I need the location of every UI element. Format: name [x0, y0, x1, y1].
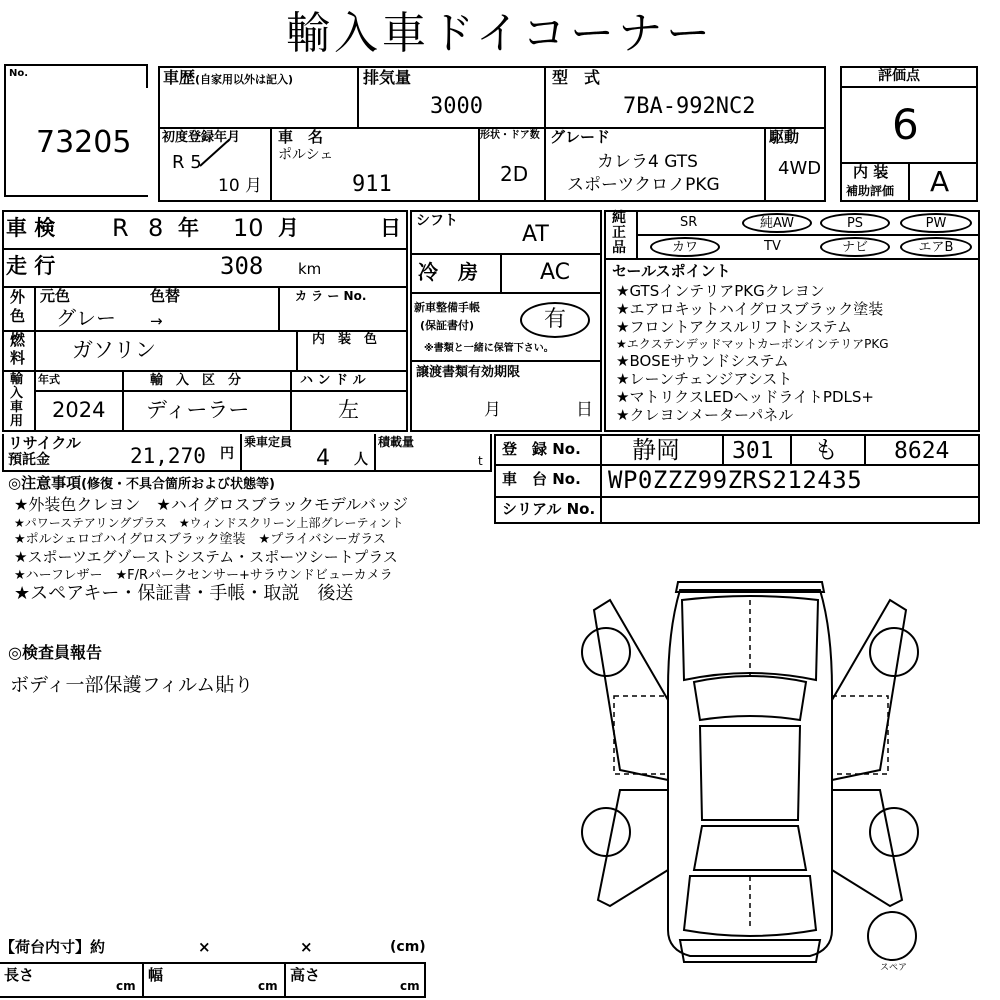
- load-label: 積載量: [378, 435, 415, 449]
- cargo-width-label: 幅: [148, 966, 164, 984]
- no-box: [4, 64, 148, 197]
- capacity-unit: 人: [354, 452, 368, 468]
- registration-kana: も: [814, 436, 838, 464]
- sales-point: ★BOSEサウンドシステム: [616, 352, 789, 370]
- cargo-unit: (cm): [390, 939, 426, 955]
- doors-value: 2D: [500, 162, 529, 186]
- car-name-value: 911: [352, 172, 392, 197]
- inspection-month-unit: 月: [278, 216, 299, 240]
- warranty-note: ※書類と一緒に保管下さい。: [424, 343, 554, 354]
- sales-point: ★クレヨンメーターパネル: [616, 406, 794, 424]
- recycle-value: 21,270: [130, 444, 206, 468]
- grade-label: グレード: [550, 128, 611, 146]
- note-item: ★ハーフレザー ★F/Rパークセンサー+サラウンドビューカメラ: [14, 568, 393, 583]
- inspection-era: R: [112, 214, 129, 242]
- no-label: No.: [9, 68, 29, 79]
- transfer-day-unit: 日: [576, 400, 593, 420]
- equipment-label-1: 純: [612, 210, 626, 226]
- rating-label: 評価点: [878, 68, 920, 84]
- handle-value: 左: [338, 398, 359, 422]
- inspector-value: ボディ一部保護フィルム貼り: [10, 674, 254, 696]
- rating-value: 6: [892, 100, 919, 149]
- drive-value: 4WD: [778, 158, 822, 179]
- import-label-2: 入: [10, 386, 24, 401]
- note-item: ★パワーステアリングプラス ★ウィンドスクリーン上部グレーティント: [14, 516, 404, 530]
- page-title: 輸入車ドイコーナー: [285, 8, 715, 59]
- registration-region: 静岡: [632, 436, 680, 464]
- fuel-label-2: 料: [10, 349, 26, 367]
- import-type-value: ディーラー: [146, 398, 250, 422]
- equip-alloy-wheel: 純AW: [742, 213, 812, 233]
- interior-label-1: 内 装: [853, 163, 889, 181]
- spare-label: スペア: [880, 963, 908, 973]
- cargo-width-cm: cm: [258, 979, 278, 993]
- model-label: 型 式: [552, 68, 601, 87]
- warranty-value: 有: [520, 302, 590, 338]
- warranty-label-2: (保証書付): [420, 319, 475, 332]
- displacement-value: 3000: [430, 94, 483, 119]
- equip-leather: カワ: [650, 237, 720, 257]
- grade-line2: スポーツクロノPKG: [567, 175, 720, 195]
- equip-pw: PW: [900, 213, 972, 233]
- first-reg-year: R 5: [172, 152, 202, 173]
- recycle-label-1: リサイクル: [8, 434, 81, 452]
- sales-points-label: セールスポイント: [612, 262, 731, 280]
- mileage-unit: km: [298, 260, 322, 278]
- no-value: 73205: [36, 125, 132, 160]
- capacity-label: 乗車定員: [244, 435, 293, 449]
- model-value: 7BA-992NC2: [623, 94, 756, 119]
- notes-label: ◎注意事項(修復・不具合箇所および状態等): [8, 474, 275, 492]
- exterior-orig-label: 元色: [40, 287, 71, 305]
- registration-number: 8624: [894, 438, 950, 464]
- exterior-label-1: 外: [10, 288, 26, 306]
- car-diagram: [570, 570, 990, 980]
- first-reg-label: 初度登録年月: [162, 130, 241, 145]
- drive-label: 駆動: [769, 128, 800, 146]
- import-type-label: 輸 入 区 分: [150, 373, 242, 388]
- mileage-value: 308: [220, 252, 264, 280]
- displacement-label: 排気量: [363, 68, 412, 87]
- sales-point: ★エアロキットハイグロスブラック塗装: [616, 300, 884, 318]
- chassis-label: 車 台 No.: [502, 470, 581, 488]
- equip-sr: SR: [680, 215, 698, 230]
- fuel-label-1: 燃: [10, 331, 26, 349]
- import-label-1: 輸: [10, 372, 24, 387]
- load-unit: t: [478, 454, 483, 468]
- transfer-label: 譲渡書類有効期限: [416, 365, 521, 380]
- cargo-table: [0, 962, 426, 998]
- first-reg-month: 10 月: [218, 176, 263, 196]
- inspection-day-unit: 日: [380, 216, 401, 240]
- ac-label: 冷 房: [418, 260, 478, 284]
- cargo-label: 【荷台内寸】約: [0, 938, 106, 956]
- car-name-maker: ポルシェ: [278, 147, 334, 163]
- exterior-orig-value: グレー: [56, 306, 116, 330]
- sales-point: ★マトリクスLEDヘッドライトPDLS+: [616, 388, 874, 406]
- sales-point: ★GTSインテリアPKGクレヨン: [616, 282, 825, 300]
- exterior-label-2: 色: [10, 307, 26, 325]
- grade-line1: カレラ4 GTS: [597, 152, 698, 172]
- inspection-year-unit: 年: [178, 216, 199, 240]
- import-year-value: 2024: [52, 398, 106, 422]
- history-label: 車歴(自家用以外は記入): [163, 68, 294, 87]
- sales-point: ★エクステンデッドマットカーボンインテリアPKG: [616, 337, 889, 351]
- car-name-label: 車 名: [278, 128, 324, 146]
- shift-label: シフト: [416, 213, 458, 229]
- serial-label: シリアル No.: [502, 500, 596, 518]
- interior-label-2: 補助評価: [846, 184, 895, 198]
- fuel-value: ガソリン: [72, 338, 156, 362]
- cargo-times-2: ×: [300, 938, 313, 956]
- chassis-value: WP0ZZZ99ZRS212435: [608, 466, 863, 494]
- exterior-change-label: 色替: [150, 287, 181, 305]
- inspection-year: 8: [148, 214, 164, 242]
- transfer-month-unit: 月: [484, 400, 501, 420]
- cargo-height-cm: cm: [400, 979, 420, 993]
- import-label-3: 車: [10, 400, 24, 415]
- equip-navi: ナビ: [820, 237, 890, 257]
- registration-label: 登 録 No.: [502, 440, 581, 458]
- doors-label: 形状・ドア数: [480, 130, 540, 141]
- note-item: ★ポルシェロゴハイグロスブラック塗装 ★プライバシーガラス: [14, 532, 386, 547]
- recycle-unit: 円: [220, 446, 234, 462]
- warranty-label-1: 新車整備手帳: [414, 301, 480, 314]
- recycle-label-2: 預託金: [8, 452, 50, 468]
- import-label-4: 用: [10, 414, 24, 429]
- import-year-label: 年式: [38, 373, 60, 386]
- cargo-length-label: 長さ: [4, 966, 35, 984]
- registration-class: 301: [732, 438, 774, 464]
- shift-value: AT: [522, 222, 549, 247]
- inspection-month: 10: [233, 214, 264, 242]
- exterior-arrow: →: [150, 312, 163, 330]
- ac-value: AC: [540, 260, 571, 285]
- color-no-label: カ ラ ー No.: [295, 289, 367, 303]
- sales-point: ★フロントアクスルリフトシステム: [616, 318, 852, 336]
- inspector-label: ◎検査員報告: [8, 643, 102, 662]
- sales-point: ★レーンチェンジアシスト: [616, 370, 793, 388]
- note-item: ★スペアキー・保証書・手帳・取説 後送: [14, 583, 354, 604]
- capacity-value: 4: [316, 446, 330, 471]
- cargo-length-cm: cm: [116, 979, 136, 993]
- interior-value: A: [930, 165, 950, 198]
- equip-airbag: エアB: [900, 237, 972, 257]
- interior-color-label: 内 装 色: [312, 332, 378, 347]
- cargo-times-1: ×: [198, 938, 211, 956]
- equipment-label-3: 品: [612, 240, 626, 256]
- inspection-label: 車 検: [6, 216, 56, 240]
- equipment-label-2: 正: [612, 225, 626, 241]
- handle-label: ハ ン ド ル: [300, 373, 366, 388]
- equip-tv: TV: [764, 239, 781, 254]
- mileage-label: 走 行: [6, 254, 56, 278]
- note-item: ★スポーツエグゾーストシステム・スポーツシートプラス: [14, 548, 398, 566]
- equip-ps: PS: [820, 213, 890, 233]
- cargo-height-label: 高さ: [290, 966, 321, 984]
- note-item: ★外装色クレヨン ★ハイグロスブラックモデルバッジ: [14, 495, 409, 514]
